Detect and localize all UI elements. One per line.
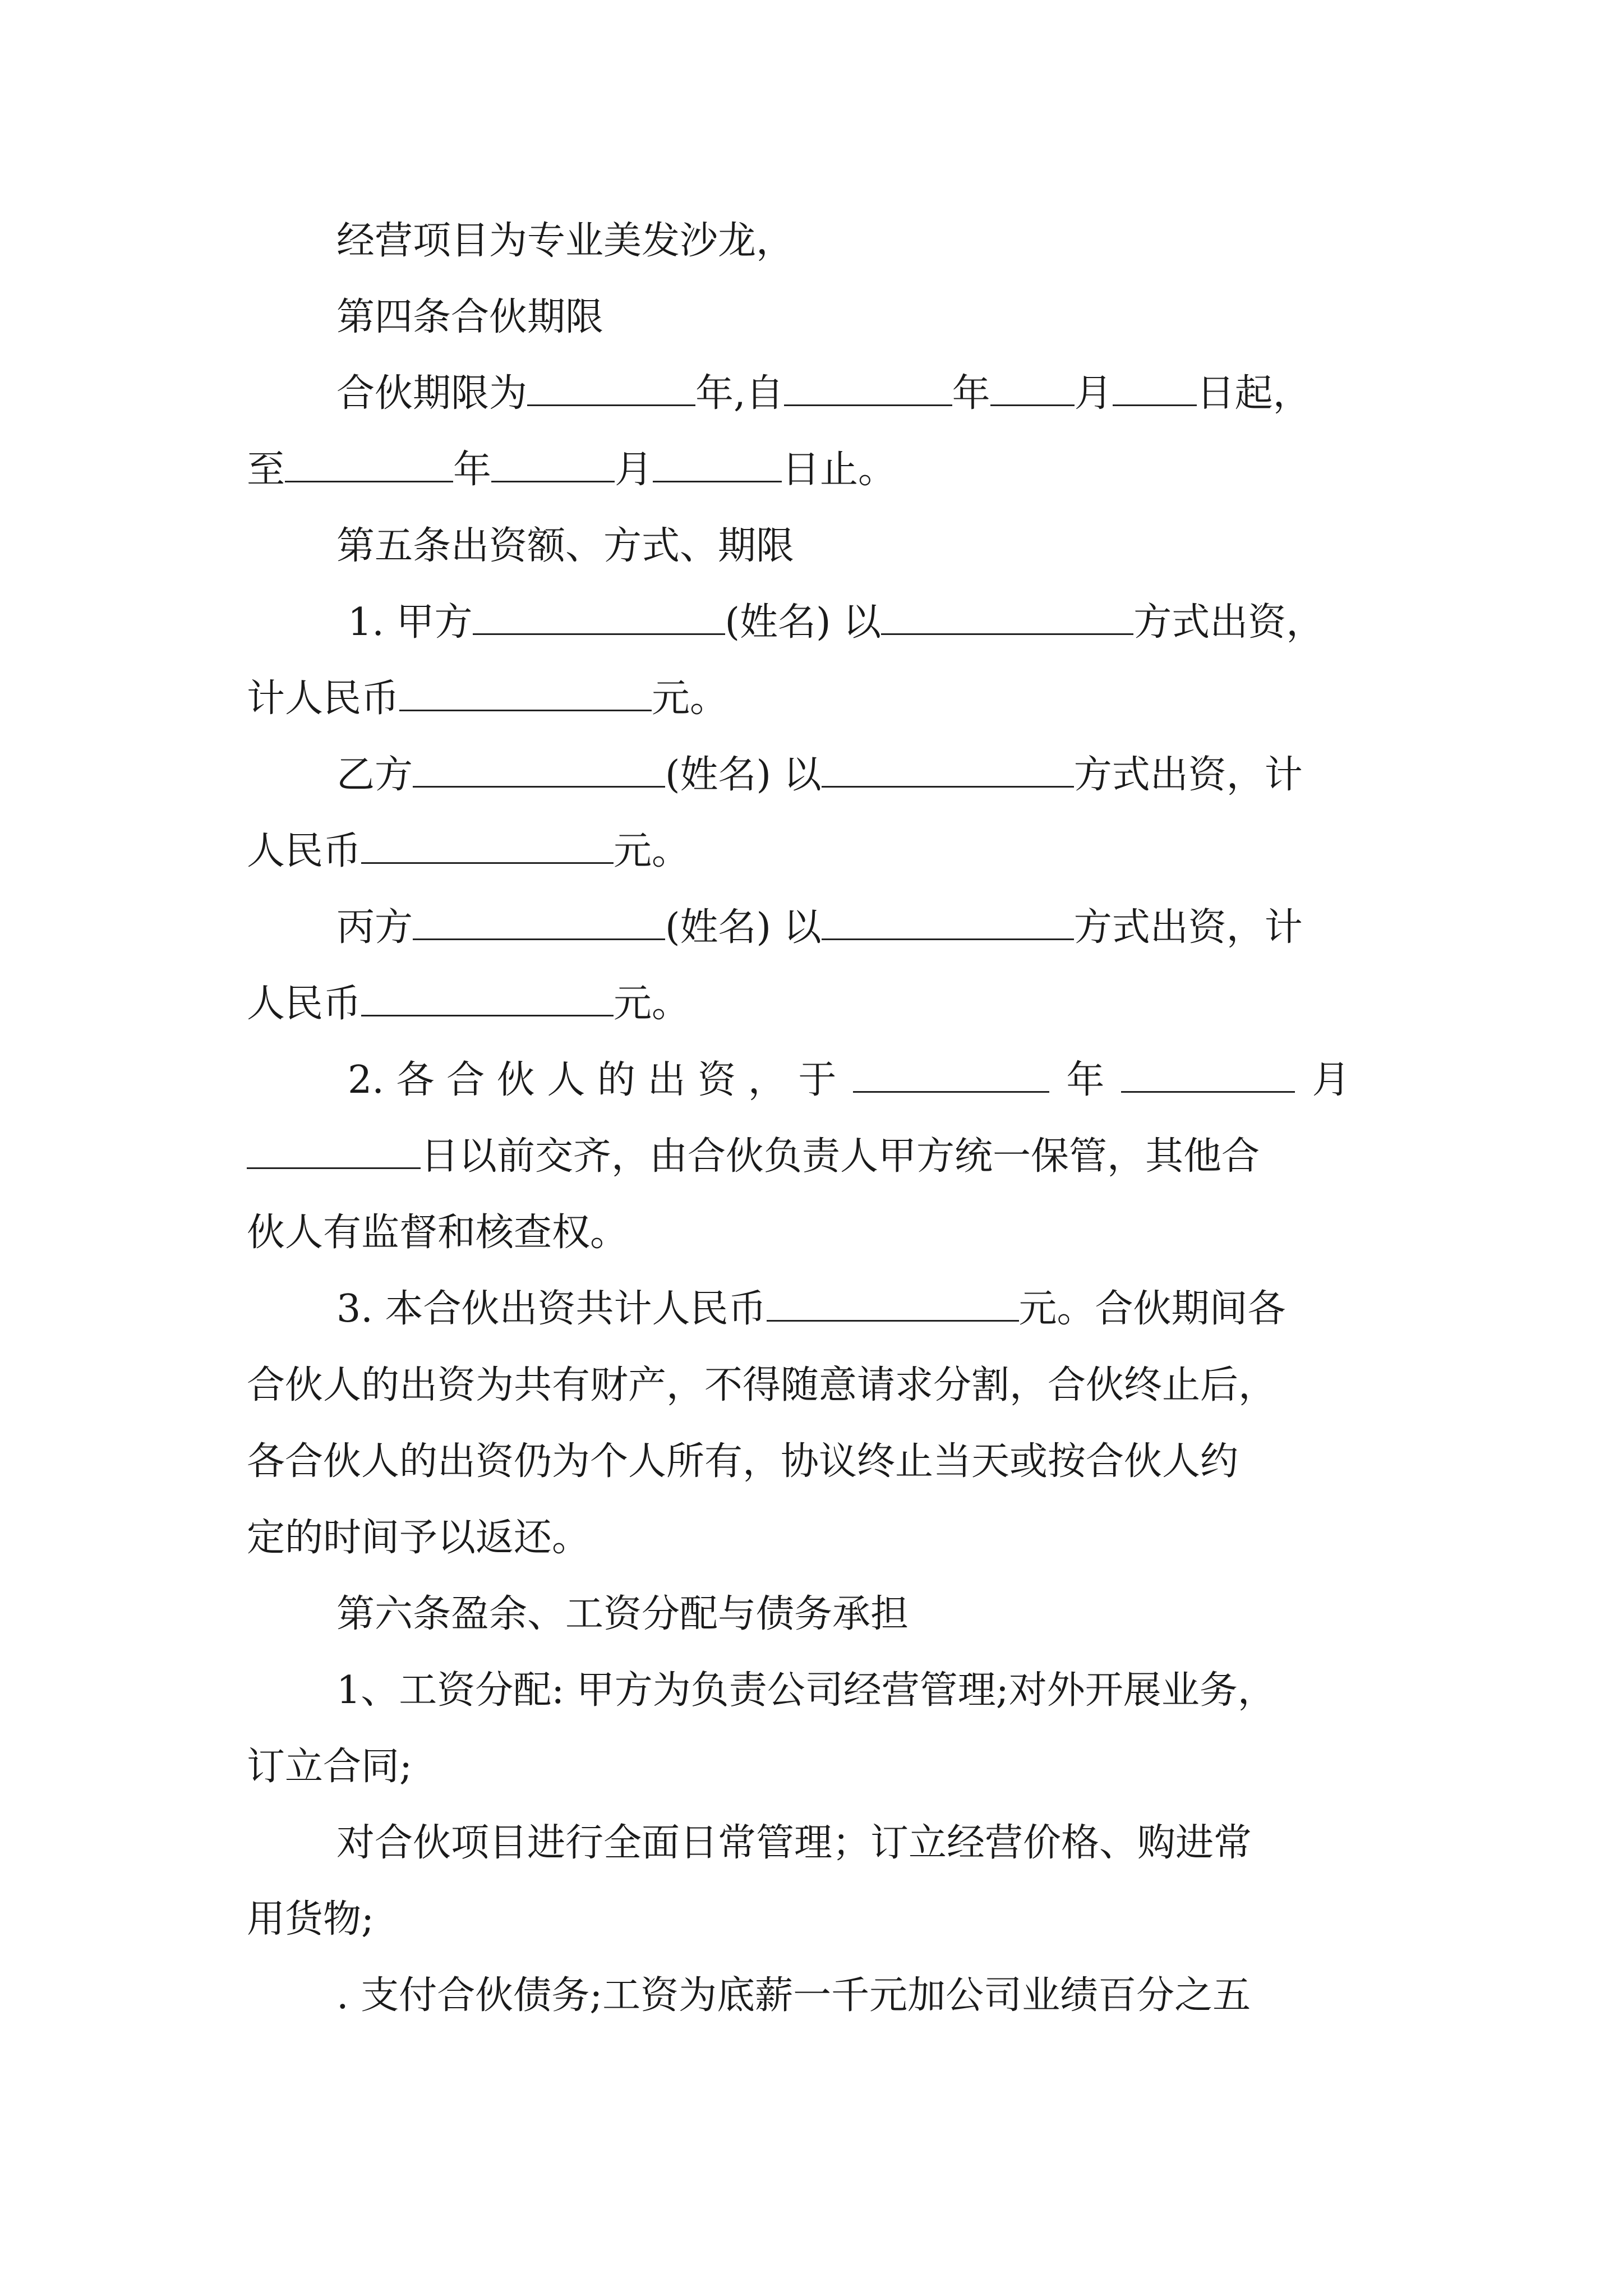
line-text: 年 [453, 448, 492, 492]
text-line [247, 1894, 374, 1945]
text-line [247, 826, 690, 877]
text-line [247, 1742, 412, 1792]
line-text: 丙方 [336, 905, 413, 950]
line-text: 订立合同; [247, 1745, 412, 1789]
fill-in-blank [247, 1135, 421, 1169]
line-text: 合伙期限为 [336, 371, 528, 416]
text-line [336, 1665, 1276, 1716]
heading-text: 第六条盈余、工资分配与债务承担 [336, 1592, 909, 1636]
fill-in-blank [1121, 1059, 1295, 1093]
text-line [336, 1971, 1251, 2021]
line-text: 定的时间予以返还。 [247, 1516, 591, 1560]
fill-in-blank [767, 1287, 1019, 1322]
text-line [348, 597, 1324, 648]
fill-in-blank [491, 448, 615, 482]
line-text: 日以前交齐，由合伙负责人甲方统一保管，其他合 [421, 1134, 1260, 1179]
line-text: 1. 甲方 [348, 600, 473, 645]
fill-in-blank [413, 753, 665, 788]
line-text: (姓名) 以 [725, 600, 882, 645]
fill-in-blank [822, 906, 1074, 940]
line-text: 乙方 [336, 753, 413, 797]
fill-in-blank [784, 372, 952, 406]
line-text: 经营项目为专业美发沙龙， [336, 219, 795, 263]
text-line [247, 1131, 1260, 1182]
text-line [247, 1208, 628, 1258]
line-text: 元。 [614, 829, 690, 873]
fill-in-blank [361, 982, 614, 1016]
line-text: 元。 [652, 677, 728, 721]
text-line [247, 1437, 1238, 1487]
text-line [336, 1284, 1286, 1335]
line-text: 各合伙人的出资仍为个人所有，协议终止当天或按合伙人约 [247, 1439, 1239, 1484]
text-line [247, 1360, 1276, 1411]
fill-in-blank [853, 1059, 1049, 1093]
line-text: 年 [1066, 1058, 1105, 1102]
line-text: 至 [247, 448, 285, 492]
fill-in-blank [527, 372, 695, 406]
line-text: 元。合伙期间各 [1018, 1287, 1286, 1331]
line-text: 年 [952, 371, 990, 416]
heading-text: 第四条合伙期限 [336, 295, 604, 339]
text-line [247, 1513, 590, 1563]
text-line [336, 216, 794, 266]
line-text: (姓名) 以 [665, 753, 822, 797]
text-line [247, 674, 728, 724]
text-line [336, 903, 1303, 953]
line-text: 日起， [1196, 371, 1311, 416]
line-text: 人民币 [247, 982, 362, 1026]
line-text: 用货物; [247, 1897, 374, 1941]
line-text: 人民币 [247, 829, 362, 873]
line-text: 月 [1312, 1058, 1350, 1102]
line-text: 计人民币 [247, 677, 400, 721]
line-text: 方式出资，计 [1073, 905, 1303, 950]
line-text: 3. 本合伙出资共计人民币 [336, 1287, 767, 1331]
line-text: 方式出资，计 [1073, 753, 1303, 797]
line-text: 伙人有监督和核查权。 [247, 1211, 629, 1255]
fill-in-blank [822, 753, 1074, 788]
fill-in-blank [473, 601, 725, 635]
section-heading [336, 292, 603, 343]
line-text: 元。 [614, 982, 690, 1026]
line-text: 1、工资分配: 甲方为负责公司经营管理;对外开展业务， [336, 1668, 1276, 1713]
heading-text: 第五条出资额、方式、期限 [336, 524, 795, 568]
fill-in-blank [413, 906, 665, 940]
fill-in-blank [285, 448, 453, 482]
line-text: 月 [615, 448, 653, 492]
fill-in-blank [399, 677, 652, 711]
text-line [336, 1818, 1252, 1869]
line-text: 年,自 [695, 371, 784, 416]
text-line [336, 750, 1303, 800]
section-heading [336, 1589, 909, 1640]
section-heading [336, 521, 794, 572]
fill-in-blank [653, 448, 782, 482]
fill-in-blank [1113, 372, 1197, 406]
line-text: 对合伙项目进行全面日常管理；订立经营价格、购进常 [336, 1821, 1252, 1865]
line-text: (姓名) 以 [665, 905, 822, 950]
fill-in-blank [881, 601, 1133, 635]
text-line [336, 369, 1311, 419]
line-text: 2. 各 合 伙 人 的 出 资 ， 于 [348, 1058, 837, 1102]
line-text: 月 [1074, 371, 1113, 416]
line-text: 日止。 [782, 448, 897, 492]
text-line [247, 445, 896, 495]
text-line [247, 979, 690, 1029]
fill-in-blank [990, 372, 1075, 406]
fill-in-blank [361, 830, 614, 864]
line-text: 合伙人的出资为共有财产，不得随意请求分割，合伙终止后， [247, 1363, 1277, 1407]
line-text: . 支付合伙债务;工资为底薪一千元加公司业绩百分之五 [336, 1973, 1251, 2018]
line-text: 方式出资， [1133, 600, 1325, 645]
text-line [348, 1055, 1350, 1106]
